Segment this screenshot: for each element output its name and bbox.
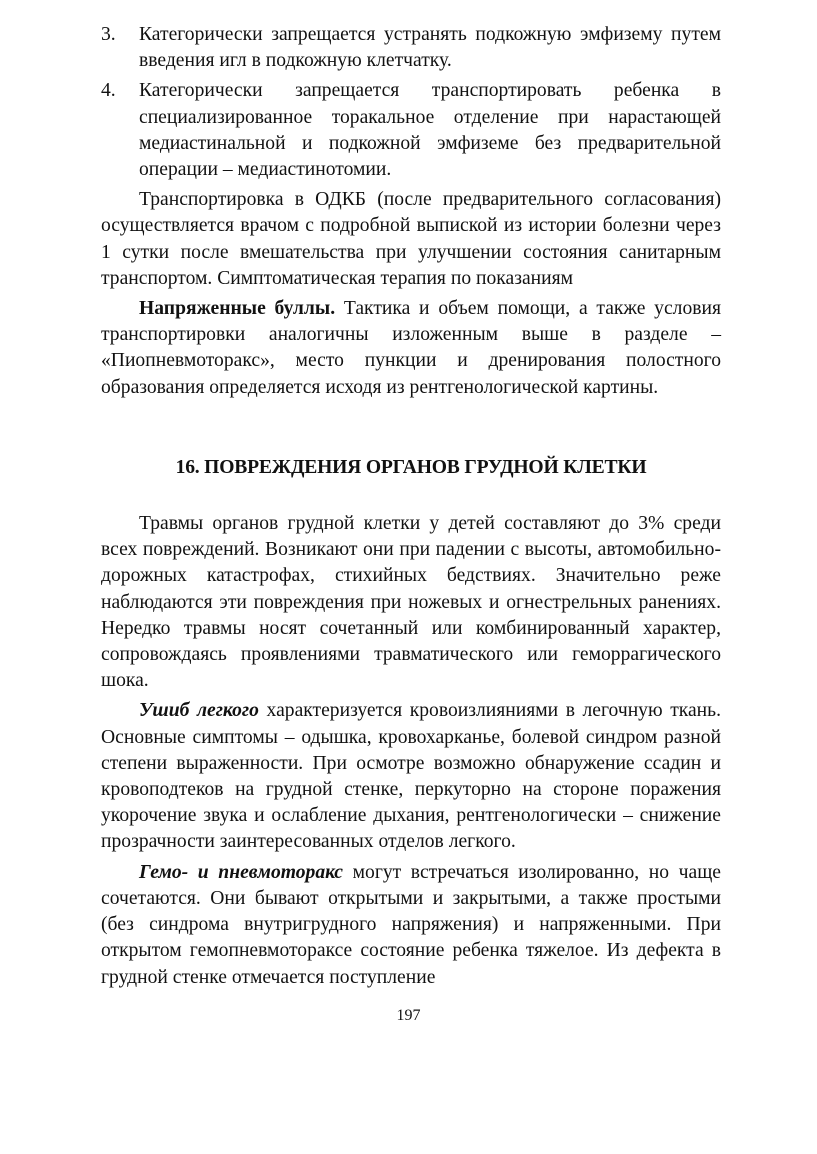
paragraph-hemopneumothorax-text: могут встречаться изолированно, но чаще сочетаются. Они бывают открытыми и закрытыми, а также простыми (без синдрома внутригрудного напряжения) и напряженными. При открытом гемопневмотораксе состояние ребенка тяжелое. Из дефекта в грудной стенке отмечается поступление [101, 861, 721, 988]
section-heading: 16. ПОВРЕЖДЕНИЯ ОРГАНОВ ГРУДНОЙ КЛЕТКИ [175, 456, 647, 478]
list-number: 4. [101, 80, 116, 102]
page-body [101, 22, 721, 995]
paragraph-hemopneumothorax [101, 860, 721, 991]
list-text: Категорически запрещается транспортировать ребенка в специализированное торакальное отделение при нарастающей медиастинальной и подкожной эмфиземе без предварительной операции – медиастинотомии. [139, 80, 721, 181]
list-number: 3. [101, 24, 116, 45]
list-item-4 [101, 78, 721, 183]
paragraph-bullae [101, 296, 721, 401]
paragraph-intro: Травмы органов грудной клетки у детей составляют до 3% среди всех повреждений. Возникают они при падении с высоты, автомобильно-дорожных катастрофах, стихийных бедствиях. Значительно реже наблюдаются эти повреждения при ножевых и огнестрельных ранениях. Нередко травмы носят сочетанный или комбинированный характер, сопровождаясь проявлениями травматического или геморрагического шока. [101, 513, 721, 692]
paragraph-contusion [101, 698, 721, 855]
term-bullae: Напряженные буллы. [139, 298, 336, 320]
paragraph-transport: Транспортировка в ОДКБ (после предварительного согласования) осуществляется врачом с подробной выпиской из истории болезни через 1 сутки после вмешательства при улучшении состояния санитарным транспортом. Симптоматическая терапия по показаниям [101, 189, 721, 289]
term-contusion: Ушиб легкого [139, 700, 259, 722]
paragraph-bullae-text: Тактика и объем помощи, а также условия транспортировки аналогичны изложенным выше в разделе – «Пиопневмоторакс», место пункции и дренирования полостного образования определяется исходя из рентгенологической картины. [101, 298, 721, 398]
list-item-3 [101, 22, 721, 74]
list-text: Категорически запрещается устранять подкожную эмфизему путем введения игл в подкожную клетчатку. [139, 24, 721, 72]
page-number: 197 [396, 1007, 421, 1024]
paragraph-contusion-text: характеризуется кровоизлияниями в легочную ткань. Основные симптомы – одышка, кровохарканье, болевой синдром разной степени выраженности. При осмотре возможно обнаружение ссадин и кровоподтеков на грудной стенке, перкуторно на стороне поражения укорочение звука и ослабление дыхания, рентгенологически – снижение прозрачности заинтересованных отделов легкого. [101, 700, 722, 853]
term-hemopneumothorax: Гемо- и пневмоторакс [139, 861, 344, 883]
